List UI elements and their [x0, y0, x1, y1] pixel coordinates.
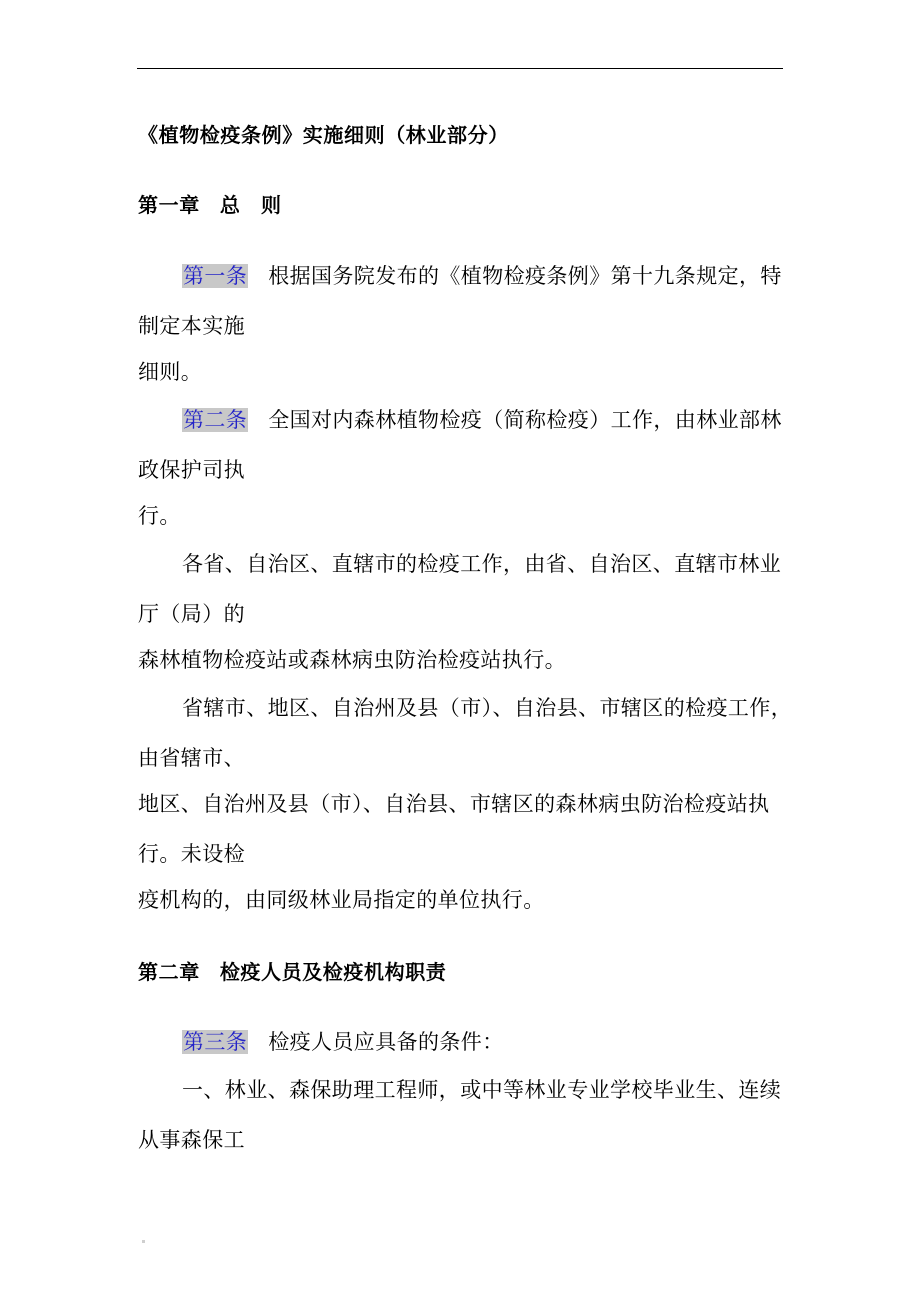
document-title: 《植物检疫条例》实施细则（林业部分）	[138, 123, 509, 147]
paragraph-3-line-2: 从事森保工	[138, 1128, 245, 1152]
article-2-line-2: 政保护司执	[138, 458, 245, 482]
chapter-2-name: 检疫人员及检疫机构职责	[219, 960, 447, 984]
paragraph-2-line-1: 省辖市、地区、自治州及县（市）、自治县、市辖区的检疫工作，	[182, 696, 793, 720]
article-2-text: 全国对内森林植物检疫（简称检疫）工作，由林业部林	[268, 408, 782, 432]
paragraph-2-line-4: 行。未设检	[138, 842, 245, 866]
article-3-first-line	[182, 1027, 504, 1057]
article-3-label[interactable]: 第三条	[183, 1030, 248, 1054]
corner-mark	[142, 1240, 145, 1243]
article-2-first-line	[182, 405, 782, 435]
chapter-1-heading	[138, 190, 282, 220]
paragraph-2-line-2: 由省辖市、	[138, 746, 245, 770]
article-1-line-2: 制定本实施	[138, 314, 245, 338]
paragraph-1-line-3: 森林植物检疫站或森林病虫防治检疫站执行。	[138, 648, 566, 672]
article-1-text: 根据国务院发布的《植物检疫条例》第十九条规定，特	[268, 264, 782, 288]
article-1-line-3: 细则。	[138, 360, 203, 384]
paragraph-2-line-3: 地区、自治州及县（市）、自治县、市辖区的森林病虫防治检疫站执	[138, 792, 770, 816]
paragraph-1-line-2: 厅（局）的	[138, 602, 245, 626]
chapter-1-name: 总 则	[219, 193, 282, 217]
article-1-first-line	[182, 261, 782, 291]
paragraph-2-line-5: 疫机构的，由同级林业局指定的单位执行。	[138, 888, 545, 912]
article-2-line-3: 行。	[138, 504, 181, 528]
chapter-2-heading	[138, 957, 446, 987]
header-rule	[137, 68, 783, 69]
paragraph-3-line-1: 一、林业、森保助理工程师，或中等林业专业学校毕业生、连续	[182, 1078, 782, 1102]
article-2-label[interactable]: 第二条	[183, 408, 248, 432]
chapter-2-number: 第二章	[138, 960, 200, 984]
paragraph-1-line-1: 各省、自治区、直辖市的检疫工作，由省、自治区、直辖市林业	[182, 552, 782, 576]
chapter-1-number: 第一章	[138, 193, 200, 217]
article-3-text: 检疫人员应具备的条件：	[268, 1030, 504, 1054]
article-1-label[interactable]: 第一条	[183, 264, 248, 288]
